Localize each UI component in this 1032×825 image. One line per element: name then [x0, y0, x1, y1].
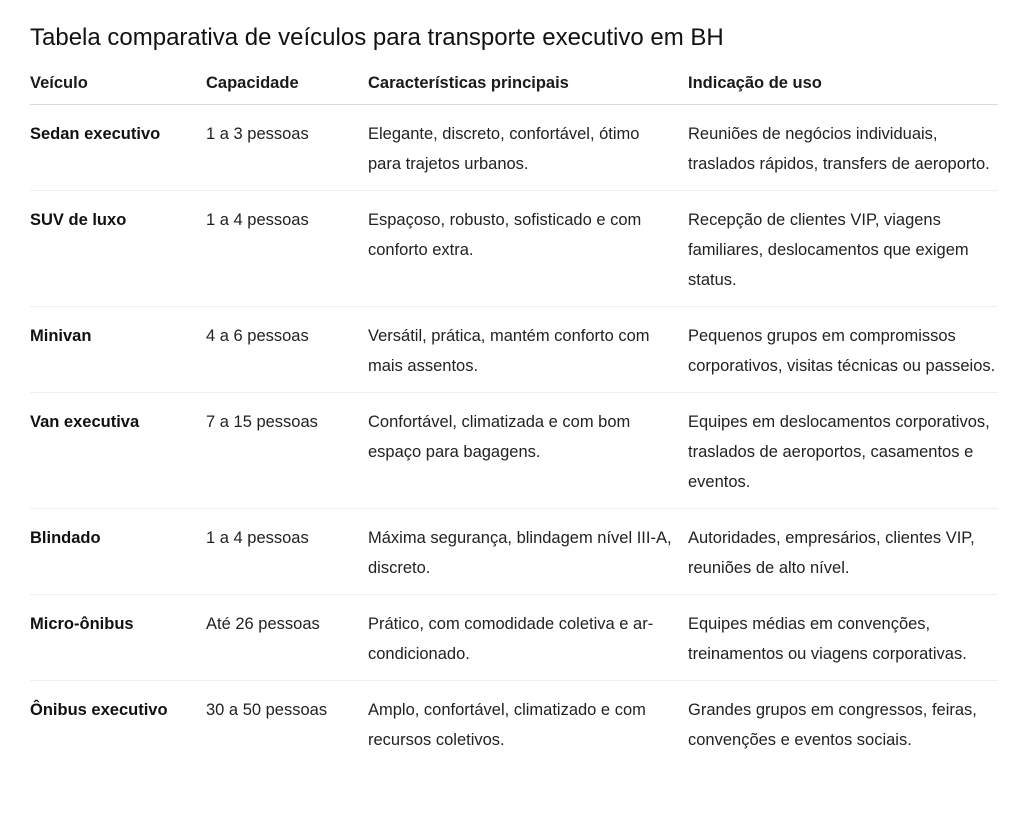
- table-row: [30, 105, 998, 191]
- table-row: [30, 509, 998, 595]
- table-row: [30, 595, 998, 681]
- capacity-cell: 1 a 4 pessoas: [206, 509, 368, 595]
- usage-cell: Pequenos grupos em compromissos corporativos, visitas técnicas ou passeios.: [688, 307, 998, 393]
- features-cell: Máxima segurança, blindagem nível III-A, discreto.: [368, 509, 688, 595]
- table-row: [30, 307, 998, 393]
- vehicle-cell: SUV de luxo: [30, 191, 206, 307]
- features-cell: Espaçoso, robusto, sofisticado e com conforto extra.: [368, 191, 688, 307]
- vehicle-cell: Micro-ônibus: [30, 595, 206, 681]
- capacity-cell: 1 a 3 pessoas: [206, 105, 368, 191]
- capacity-cell: 7 a 15 pessoas: [206, 393, 368, 509]
- table-header: [30, 64, 998, 105]
- column-header-vehicle: Veículo: [30, 64, 206, 105]
- usage-cell: Autoridades, empresários, clientes VIP, reuniões de alto nível.: [688, 509, 998, 595]
- features-cell: Amplo, confortável, climatizado e com recursos coletivos.: [368, 701, 646, 749]
- column-header-usage: Indicação de uso: [688, 64, 998, 105]
- header-row: [30, 64, 998, 105]
- column-header-capacity: Capacidade: [206, 64, 368, 105]
- usage-cell: Grandes grupos em congressos, feiras, convenções e eventos sociais.: [688, 701, 977, 749]
- usage-cell: Equipes médias em convenções, treinamentos ou viagens corporativas.: [688, 595, 998, 681]
- features-cell: Elegante, discreto, confortável, ótimo para trajetos urbanos.: [368, 105, 688, 191]
- features-cell: Prático, com comodidade coletiva e ar-condicionado.: [368, 595, 688, 681]
- capacity-cell: 1 a 4 pessoas: [206, 191, 368, 307]
- table-row: [30, 191, 998, 307]
- usage-cell: Equipes em deslocamentos corporativos, traslados de aeroportos, casamentos e eventos.: [688, 393, 998, 509]
- comparison-table: [30, 64, 998, 766]
- usage-cell: Recepção de clientes VIP, viagens familiares, deslocamentos que exigem status.: [688, 191, 998, 307]
- capacity-cell: Até 26 pessoas: [206, 595, 368, 681]
- column-header-features: Características principais: [368, 64, 688, 105]
- table-body: [30, 105, 998, 767]
- table-row: [30, 681, 998, 767]
- page-title: Tabela comparativa de veículos para transporte executivo em BH: [30, 24, 724, 51]
- table-row: [30, 393, 998, 509]
- features-cell: Versátil, prática, mantém conforto com mais assentos.: [368, 307, 688, 393]
- capacity-cell: 30 a 50 pessoas: [206, 701, 328, 719]
- features-cell: Confortável, climatizada e com bom espaço para bagagens.: [368, 393, 688, 509]
- vehicle-cell: Blindado: [30, 509, 206, 595]
- vehicle-cell: Minivan: [30, 307, 206, 393]
- usage-cell: Reuniões de negócios individuais, traslados rápidos, transfers de aeroporto.: [688, 105, 998, 191]
- vehicle-cell: Sedan executivo: [30, 105, 206, 191]
- capacity-cell: 4 a 6 pessoas: [206, 307, 368, 393]
- vehicle-cell: Van executiva: [30, 393, 206, 509]
- vehicle-cell: Ônibus executivo: [30, 701, 168, 719]
